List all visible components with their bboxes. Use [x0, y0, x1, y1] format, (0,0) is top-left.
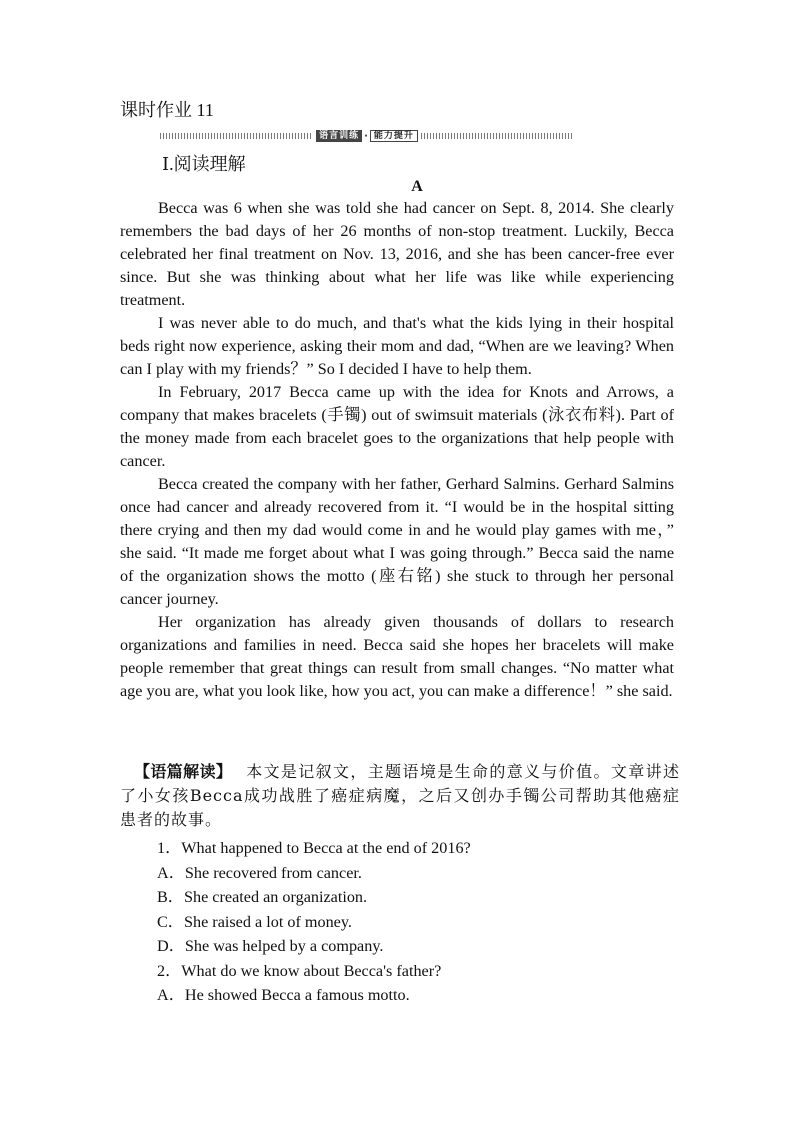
paragraph: Her organization has already given thousands of dollars to research organizations and families in need. Becca said she hopes her bracelets will make people remember that great things can result from small changes. “No matter what age you are, what you look like, how you act, you can make a difference！” she said. [120, 613, 674, 700]
interpretation-heading: 【语篇解读】 [134, 762, 233, 781]
question-stem: 1．What happened to Becca at the end of 2016? [157, 839, 471, 857]
interpretation-text: 本文是记叙文，主题语境是生命的意义与价值。文章讲述了小女孩Becca成功战胜了癌症病魔，之后又创办手镯公司帮助其他癌症患者的故事。 [120, 762, 680, 829]
section-banner [160, 130, 574, 142]
banner-label-left: 语言训练 [316, 130, 362, 142]
passage-body [120, 197, 674, 703]
question-stem: 2．What do we know about Becca's father? [157, 961, 442, 980]
section-heading: Ⅰ.阅读理解 [162, 154, 246, 174]
passage-label: A [411, 178, 423, 195]
answer-option: A．She recovered from cancer. [157, 863, 362, 882]
paragraph: I was never able to do much, and that's what the kids lying in their hospital beds right now experience, asking their mom and dad, “When are we leaving? When can I play with my friends？” So I decided I have to help them. [120, 314, 674, 378]
answer-option: B．She created an organization. [157, 888, 368, 906]
banner-hatch-right [421, 133, 574, 139]
paragraph: Becca created the company with her father, Gerhard Salmins. Gerhard Salmins once had cancer and already recovered from it. “I would be in the hospital sitting there crying and then my dad would come in and he would play games with me，” she said. “It made me forget about what I was going through.” Becca said the name of the organization shows the motto (座右铭) she stuck to through her personal cancer journey. [120, 475, 674, 608]
passage-interpretation [120, 760, 680, 832]
banner-separator: · [364, 130, 368, 142]
banner-label [316, 130, 418, 142]
banner-label-right: 能力提升 [370, 130, 418, 142]
answer-option: C．She raised a lot of money. [157, 912, 352, 931]
page-title: 课时作业 11 [120, 100, 214, 120]
banner-hatch-left [160, 133, 313, 139]
question-list [157, 836, 677, 1008]
answer-option: A．He showed Becca a famous motto. [157, 986, 410, 1004]
answer-option: D．She was helped by a company. [157, 937, 384, 955]
paragraph: Becca was 6 when she was told she had cancer on Sept. 8, 2014. She clearly remembers the bad days of her 26 months of non-stop treatment. Luckily, Becca celebrated her final treatment on Nov. 13, 2016, and she has been cancer-free ever since. But she was thinking about what her life was like while experiencing treatment. [120, 199, 674, 309]
paragraph: In February, 2017 Becca came up with the idea for Knots and Arrows, a company that makes bracelets (手镯) out of swimsuit materials (泳衣布料). Part of the money made from each bracelet goes to the organizations that help people with cancer. [120, 383, 674, 470]
